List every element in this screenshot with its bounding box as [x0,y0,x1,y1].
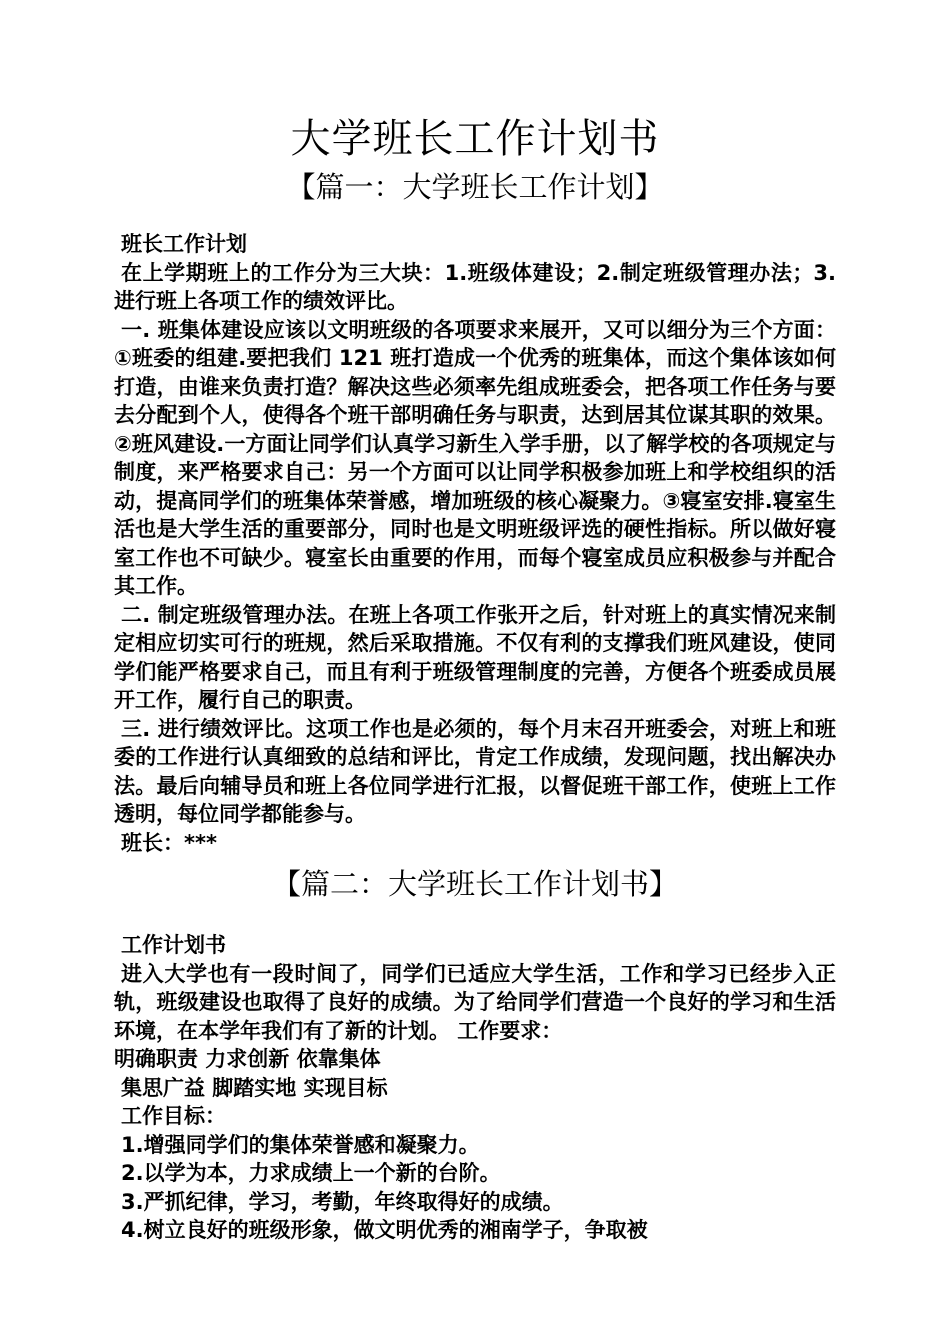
paragraph: 三. 进行绩效评比。这项工作也是必须的，每个月末召开班委会，对班上和班委的工作进行认真细致的总结和评比，肯定工作成绩，发现问题，找出解决办法。最后向辅导员和班上各位同学进行汇报，以督促班干部工作，使班上工作透明，每位同学都能参与。 [114,716,836,826]
document-page [114,112,836,1245]
goal-item: 3.严抓纪律，学习，考勤，年终取得好的成绩。 [121,1189,564,1214]
paragraph: 进入大学也有一段时间了，同学们已适应大学生活，工作和学习已经步入正轨，班级建设也取得了良好的成绩。为了给同学们营造一个良好的学习和生活环境，在本学年我们有了新的计划。 工作要求： [114,961,836,1043]
requirement-line: 明确职责 力求创新 依靠集体 [114,1047,381,1071]
paragraph: 二. 制定班级管理办法。在班上各项工作张开之后，针对班上的真实情况来制定相应切实可行的班规，然后采取措施。不仅有利的支撑我们班风建设，使同学们能严格要求自己，而且有利于班级管理制度的完善，方便各个班委成员展开工作，履行自己的职责。 [114,602,836,712]
goal-item: 2.以学为本，力求成绩上一个新的台阶。 [121,1161,501,1185]
section-heading-2: 【篇二：大学班长工作计划书】 [271,867,678,901]
signature-line: 班长：*** [121,830,217,855]
document-title: 大学班长工作计划书 [290,116,660,162]
goal-item: 1.增强同学们的集体荣誉感和凝聚力。 [121,1132,480,1157]
requirement-line: 集思广益 脚踏实地 实现目标 [121,1075,388,1100]
subheading: 班长工作计划 [121,232,247,256]
goals-heading: 工作目标： [121,1104,226,1128]
goal-item: 4.树立良好的班级形象，做文明优秀的湘南学子，争取被 [121,1218,648,1242]
section-body-2 [114,931,836,1245]
paragraph: 一. 班集体建设应该以文明班级的各项要求来展开，又可以细分为三个方面：①班委的组建.要把我们 121 班打造成一个优秀的班集体，而这个集体该如何打造，由谁来负责打造？解决这些必须率先组成班委会，把各项工作任务与要去分配到个人，使得各个班干部明确任务与职责，达到居其位谋其职的效果。②班风建设.一方面让同学们认真学习新生入学手册，以了解学校的各项规定与制度，来严格要求自己：另一个方面可以让同学积极参加班上和学校组织的活动，提高同学们的班集体荣誉感，增加班级的核心凝聚力。③寝室安排.寝室生活也是大学生活的重要部分，同时也是文明班级评选的硬性指标。所以做好寝室工作也不可缺少。寝室长由重要的作用，而每个寝室成员应积极参与并配合其工作。 [114,317,836,598]
section-heading-1: 【篇一：大学班长工作计划】 [286,170,664,204]
paragraph: 在上学期班上的工作分为三大块：1.班级体建设；2.制定班级管理办法；3.进行班上各项工作的绩效评比。 [114,260,836,313]
subheading: 工作计划书 [121,933,226,957]
section-body-1 [114,230,836,857]
